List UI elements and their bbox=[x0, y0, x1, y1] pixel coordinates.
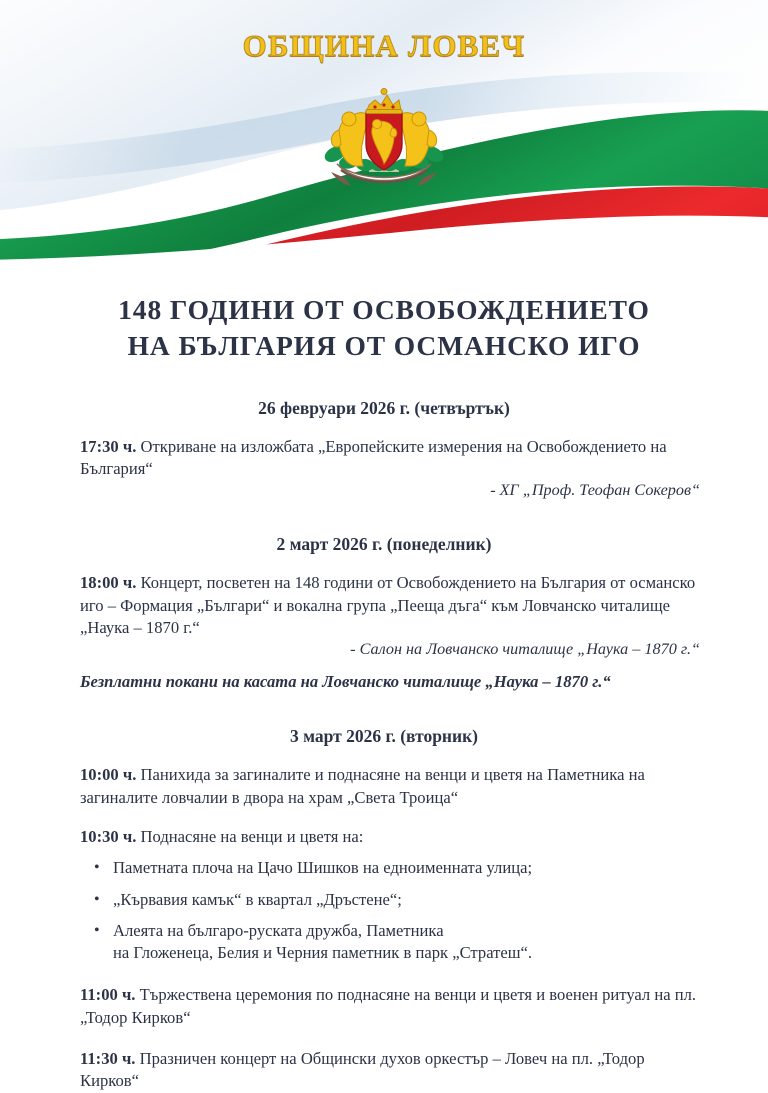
event-time: 17:30 ч. bbox=[80, 436, 137, 456]
event-time: 11:00 ч. bbox=[80, 985, 136, 1005]
event-item bbox=[80, 1048, 706, 1093]
flag-banner bbox=[0, 0, 768, 282]
event-time: 10:00 ч. bbox=[80, 765, 137, 785]
list-item bbox=[92, 920, 706, 964]
poster-content bbox=[0, 282, 768, 1093]
bullet-icon: • bbox=[94, 858, 100, 876]
event-item bbox=[80, 436, 706, 481]
day-heading-2: 2 март 2026 г. (понеделник) bbox=[276, 534, 492, 555]
event-venue: - ХГ „Проф. Теофан Сокеров“ bbox=[490, 481, 700, 500]
event-description: Откриване на изложбата „Европейските измерения на Освобождението на България“ bbox=[80, 436, 667, 478]
event-item bbox=[80, 572, 706, 639]
event-description: Панихида за загиналите и поднасяне на венци и цветя на Паметника на загиналите ловчалии в двора на храм „Света Троица“ bbox=[80, 765, 645, 807]
event-description: Концерт, посветен на 148 години от Освобождението на България от османско иго – Формация „Българи“ и вокална група „Пееща дъга“ към Ловчанско читалище „Наука – 1870 г.“ bbox=[80, 573, 696, 638]
day-heading-1: 26 февруари 2026 г. (четвъртък) bbox=[258, 397, 510, 418]
event-time: 11:30 ч. bbox=[80, 1048, 136, 1068]
event-time: 18:00 ч. bbox=[80, 573, 137, 593]
event-item bbox=[80, 764, 706, 809]
event-description: Поднасяне на венци и цветя на: bbox=[136, 827, 364, 847]
event-description: Празничен концерт на Общински духов оркестър – Ловеч на пл. „Тодор Кирков“ bbox=[80, 1048, 645, 1091]
place-list bbox=[92, 857, 706, 965]
list-item-label-line2: на Гложенеца, Белия и Черния паметник в парк „Стратеш“. bbox=[113, 943, 533, 963]
event-item bbox=[80, 826, 706, 848]
bullet-icon: • bbox=[94, 890, 100, 908]
page-title-line-2: НА БЪЛГАРИЯ ОТ ОСМАНСКО ИГО bbox=[127, 329, 641, 361]
event-description: Тържествена церемония по поднасяне на венци и цветя и военен ритуал на пл. „Тодор Кирков“ bbox=[80, 985, 697, 1027]
list-item bbox=[92, 857, 706, 879]
list-item-label: Паметната плоча на Цачо Шишков на едноименната улица; bbox=[113, 857, 533, 877]
event-item bbox=[80, 984, 706, 1029]
day-heading-3: 3 март 2026 г. (вторник) bbox=[289, 726, 478, 747]
list-item-label: Алеята на българо-руската дружба, Паметника bbox=[113, 921, 444, 941]
event-venue: - Салон на Ловчанско читалище „Наука – 1870 г.“ bbox=[350, 640, 700, 659]
event-time: 10:30 ч. bbox=[80, 827, 137, 847]
municipality-title: ОБЩИНА ЛОВЕЧ bbox=[242, 28, 526, 63]
list-item-label: „Кървавия камък“ в квартал „Дръстене“; bbox=[113, 889, 402, 909]
list-item bbox=[92, 889, 706, 911]
bulgarian-coat-of-arms-icon bbox=[311, 86, 457, 194]
event-note: Безплатни покани на касата на Ловчанско читалище „Наука – 1870 г.“ bbox=[80, 672, 611, 692]
page-title-line-1: 148 ГОДИНИ ОТ ОСВОБОЖДЕНИЕТО bbox=[118, 294, 650, 325]
bullet-icon: • bbox=[94, 922, 100, 940]
page-title bbox=[55, 292, 713, 364]
